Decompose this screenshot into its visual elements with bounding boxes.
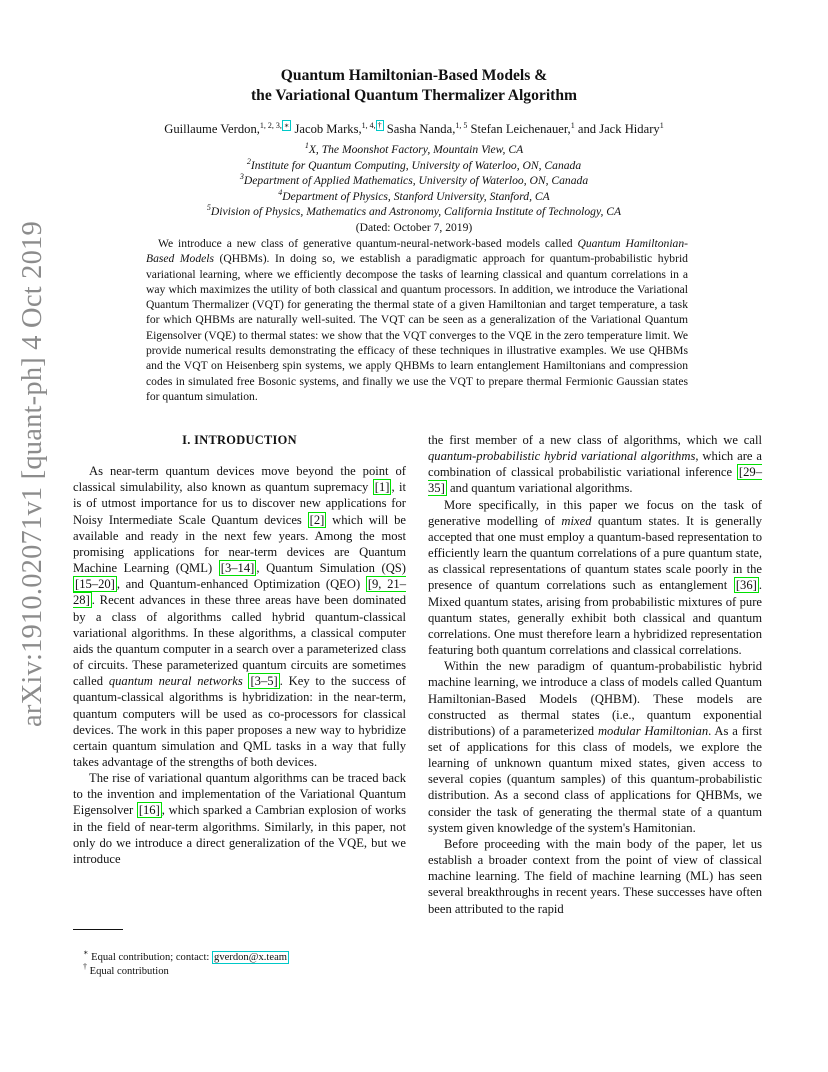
author-affil-sup: 1, 5 bbox=[455, 121, 468, 130]
footnote-link-dagger[interactable]: † bbox=[377, 121, 382, 130]
arxiv-sidebar-stamp bbox=[4, 221, 62, 727]
paragraph: More specifically, in this paper we focus on the task of generative modelling of mixed quantum states. It is generally accepted that one must employ a quantum-based representation to efficiently learn the quantum correlations of a pure quantum state, as classical representations of quantum states scale poorly in the presence of quantum correlations such as entanglement [36] . Mixed quantum states, arising from probabilistic mixtures of pure quantum states, generally exhibit both classical and quantum correlations. One must therefore learn a hybridized representation featuring both quantum correlations and classical correlations. bbox=[428, 497, 762, 658]
footnotes bbox=[73, 948, 406, 979]
citation-link[interactable]: [2] bbox=[309, 512, 325, 527]
footnote-link-star[interactable]: ∗ bbox=[283, 121, 290, 130]
paragraph: Before proceeding with the main body of the paper, let us establish a broader context from the point of view of classical machine learning. The field of machine learning (ML) has seen several breakthroughs in recent years. These successes have often been attributed to the rapid bbox=[428, 836, 762, 916]
citation-link[interactable]: [29–35] bbox=[428, 465, 762, 496]
author-name: Guillaume Verdon, bbox=[164, 122, 260, 136]
body-column-left bbox=[73, 432, 406, 867]
author-affil-sup: 1, 2, 3, bbox=[259, 121, 282, 130]
arxiv-identifier: arXiv:1910.02071v1 [quant-ph] 4 Oct 2019 bbox=[17, 221, 48, 727]
author-affil-sup: 1, 4, bbox=[361, 121, 376, 130]
paper-title bbox=[0, 66, 828, 106]
paragraph: the first member of a new class of algorithms, which we call quantum-probabilistic hybrid variational algorithms, which are a combination of classical probabilistic variational inference [29–35] and quantum variational algorithms. bbox=[428, 433, 762, 496]
abstract: We introduce a new class of generative quantum-neural-network-based models called Quantum Hamiltonian-Based Models (QHBMs). In doing so, we establish a paradigmatic approach for quantum-probabilistic hybrid variational learning, where we efficiently decompose the tasks of learning classical and quantum correlations in a way which maximizes the utility of both classical and quantum processors. In addition, we introduce the Variational Quantum Thermalizer (VQT) for generating the thermal state of a given Hamiltonian and target temperature, a task for which QHBMs are naturally well-suited. The VQT can be seen as a generalization of the Variational Quantum Eigensolver (VQE) to thermal states: we show that the VQT converges to the VQE in the zero temperature limit. We provide numerical results demonstrating the efficacy of these techniques in illustrative examples. We use QHBMs and the VQT on Heisenberg spin systems, we apply QHBMs to learn entanglement Hamiltonians and compression codes in simulated free Bosonic systems, and finally we use the VQT to prepare thermal Fermionic Gaussian states for quantum simulation. bbox=[146, 237, 688, 403]
citation-link[interactable]: [9, 21–28] bbox=[73, 577, 406, 608]
author-name: Stefan Leichenauer, bbox=[470, 122, 571, 136]
paragraph: The rise of variational quantum algorithms can be traced back to the invention and implementation of the Variational Quantum Eigensolver [16] , which sparked a Cambrian explosion of works in the field of near-term algorithms. Similarly, in this paper, not only do we introduce a direct generalization of the VQE, but we introduce bbox=[73, 771, 406, 866]
author-name: and Jack Hidary bbox=[577, 122, 660, 136]
affiliations bbox=[0, 142, 828, 235]
section-heading-introduction: I. INTRODUCTION bbox=[182, 433, 297, 447]
paragraph: As near-term quantum devices move beyond the point of classical simulability, also known as quantum supremacy [1] , it is of utmost importance for us to discover new applications for Noisy Intermediate Scale Quantum devices [2] which will be available and ready in the next few years. Among the most promising applications for near-term devices are Quantum Machine Learning (QML) [3–14] , Quantum Simulation (QS) [15–20] , and Quantum-enhanced Optimization (QEO) [9, 21–28] . Recent advances in these three areas have been dominated by a class of algorithms called hybrid quantum-classical variational algorithms. In these algorithms, a classical computer aids the quantum computer in a search over a parameterized class of circuits. These parameterized quantum circuits are sometimes called quantum neural networks [3–5] . Key to the success of quantum-classical algorithms is hybridization: in the near-term, quantum computers will be used as co-processors for classical devices. The work in this paper proposes a new way to hybridize certain quantum simulation and QML tasks in a way that fully takes advantage of the strengths of both devices. bbox=[73, 464, 406, 769]
email-link[interactable]: gverdon@x.team bbox=[214, 952, 288, 963]
body-column-right bbox=[428, 432, 762, 917]
affiliation-line: $^2$Institute for Quantum Computing, University of Waterloo, ON, Canada bbox=[246, 156, 582, 172]
footnote-1: ∗ Equal contribution; contact: gverdon@x.team bbox=[83, 948, 288, 963]
citation-link[interactable]: [36] bbox=[735, 578, 757, 593]
title-line-1: Quantum Hamiltonian-Based Models & bbox=[280, 67, 548, 84]
citation-link[interactable]: [3–5] bbox=[250, 674, 278, 689]
footnote-rule bbox=[73, 929, 123, 930]
author-affil-sup: 1 bbox=[570, 121, 575, 130]
citation-link[interactable]: [3–14] bbox=[220, 561, 255, 576]
citation-link[interactable]: [16] bbox=[138, 803, 160, 818]
date-line: (Dated: October 7, 2019) bbox=[355, 220, 473, 234]
title-line-2: the Variational Quantum Thermalizer Algorithm bbox=[250, 87, 578, 104]
paragraph: Within the new paradigm of quantum-probabilistic hybrid machine learning, we introduce a class of models called Quantum Hamiltonian-Based Models (QHBM). These models are constructed as thermal states (i.e., quantum exponential distributions) of a parameterized modular Hamiltonian. As a first set of applications for this class of models, we explore the learning of unknown quantum mixed states, given access to several copies (quantum samples) of this quantum-probabilistic distribution. As a second class of applications for QHBMs, we consider the task of generating the thermal state of a quantum system given knowledge of the system's Hamitonian. bbox=[428, 659, 762, 835]
affiliation-line: $^1$X, The Moonshot Factory, Mountain View, CA bbox=[304, 141, 524, 156]
affiliation-line: $^5$Division of Physics, Mathematics and Astronomy, California Institute of Technology, CA bbox=[206, 203, 622, 218]
affiliation-line: $^4$Department of Physics, Stanford University, Stanford, CA bbox=[278, 187, 550, 203]
author-name: Sasha Nanda, bbox=[386, 122, 456, 136]
citation-link[interactable]: [1] bbox=[374, 480, 390, 495]
affiliation-line: $^3$Department of Applied Mathematics, University of Waterloo, ON, Canada bbox=[239, 172, 589, 187]
author-affil-sup: 1 bbox=[659, 121, 664, 130]
citation-link[interactable]: [15–20] bbox=[75, 577, 115, 592]
author-list bbox=[0, 121, 828, 137]
author-name: Jacob Marks, bbox=[294, 122, 362, 136]
footnote-2: † Equal contribution bbox=[83, 962, 169, 977]
